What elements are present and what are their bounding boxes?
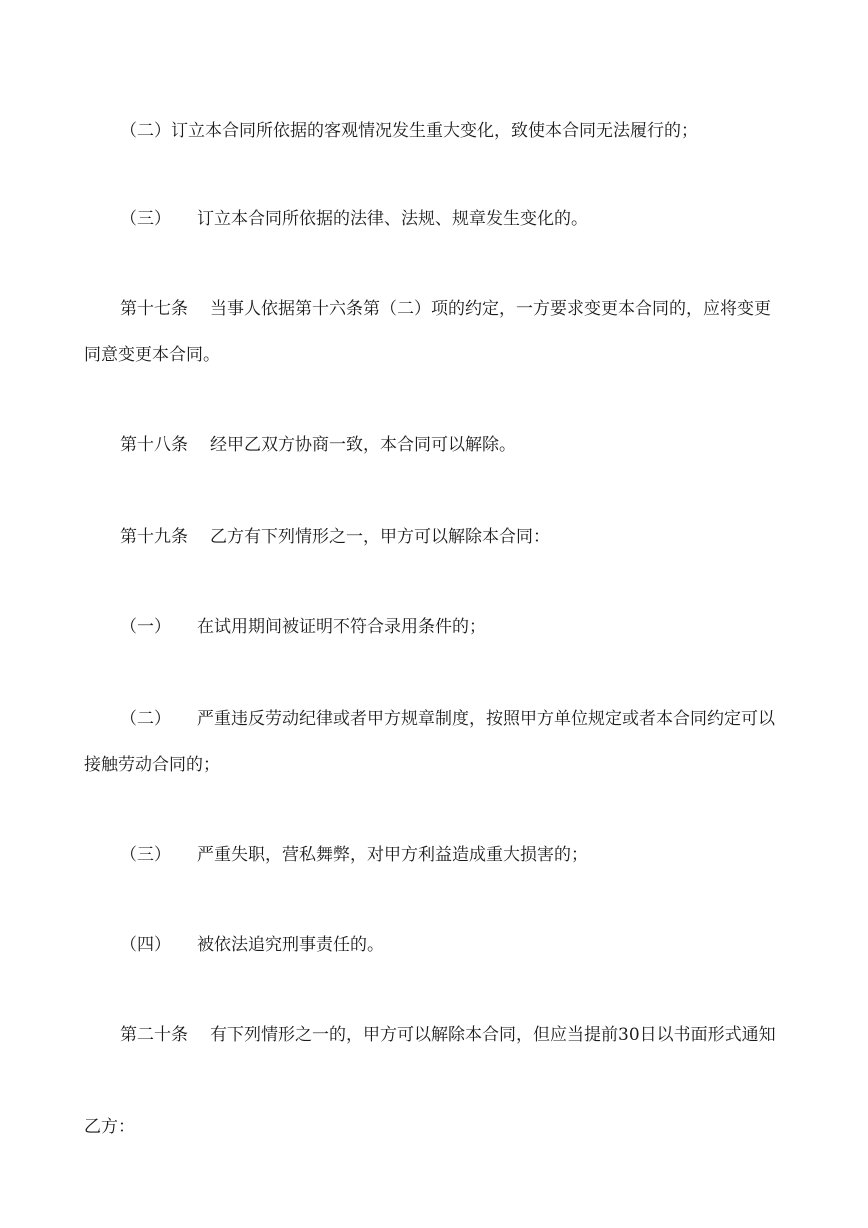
paragraph-clause-2-line-1: [120, 709, 775, 729]
article-17-line-1: [120, 299, 771, 319]
article-text-continued: 乙方：: [84, 1117, 135, 1137]
clause-number: （二）: [120, 709, 171, 729]
clause-text: 订立本合同所依据的法律、法规、规章发生变化的。: [197, 209, 588, 229]
article-18: [120, 435, 516, 455]
article-number: 第十七条: [120, 299, 188, 319]
clause-number: （一）: [120, 617, 171, 637]
article-text: 经甲乙双方协商一致，本合同可以解除。: [210, 435, 516, 455]
article-text: 乙方有下列情形之一，甲方可以解除本合同：: [210, 527, 550, 547]
clause-text: 严重失职，营私舞弊，对甲方利益造成重大损害的；: [197, 845, 588, 865]
article-20-line-2: [84, 1117, 135, 1137]
article-20-line-1: [120, 1025, 776, 1045]
article-17-line-2: [84, 345, 220, 365]
clause-number: （二）: [120, 121, 171, 141]
paragraph-clause-4: [120, 935, 384, 955]
clause-text-continued: 接触劳动合同的；: [84, 755, 220, 775]
clause-number: （四）: [120, 935, 171, 955]
article-text-continued: 同意变更本合同。: [84, 345, 220, 365]
paragraph-clause-3: [120, 209, 588, 229]
clause-text: 订立本合同所依据的客观情况发生重大变化，致使本合同无法履行的；: [171, 121, 698, 141]
article-number: 第十八条: [120, 435, 188, 455]
clause-text: 严重违反劳动纪律或者甲方规章制度，按照甲方单位规定或者本合同约定可以: [197, 709, 775, 729]
article-text: 有下列情形之一的，甲方可以解除本合同，但应当提前30日以书面形式通知: [210, 1025, 776, 1045]
paragraph-clause-2-line-2: [84, 755, 220, 775]
article-text: 当事人依据第十六条第（二）项的约定，一方要求变更本合同的，应将变更: [210, 299, 771, 319]
paragraph-clause-2: [120, 121, 698, 141]
paragraph-clause-1: [120, 617, 486, 637]
article-number: 第十九条: [120, 527, 188, 547]
article-19: [120, 527, 550, 547]
article-number: 第二十条: [120, 1025, 188, 1045]
clause-text: 被依法追究刑事责任的。: [197, 935, 384, 955]
clause-number: （三）: [120, 845, 171, 865]
clause-text: 在试用期间被证明不符合录用条件的；: [197, 617, 486, 637]
paragraph-clause-3b: [120, 845, 588, 865]
clause-number: （三）: [120, 209, 171, 229]
